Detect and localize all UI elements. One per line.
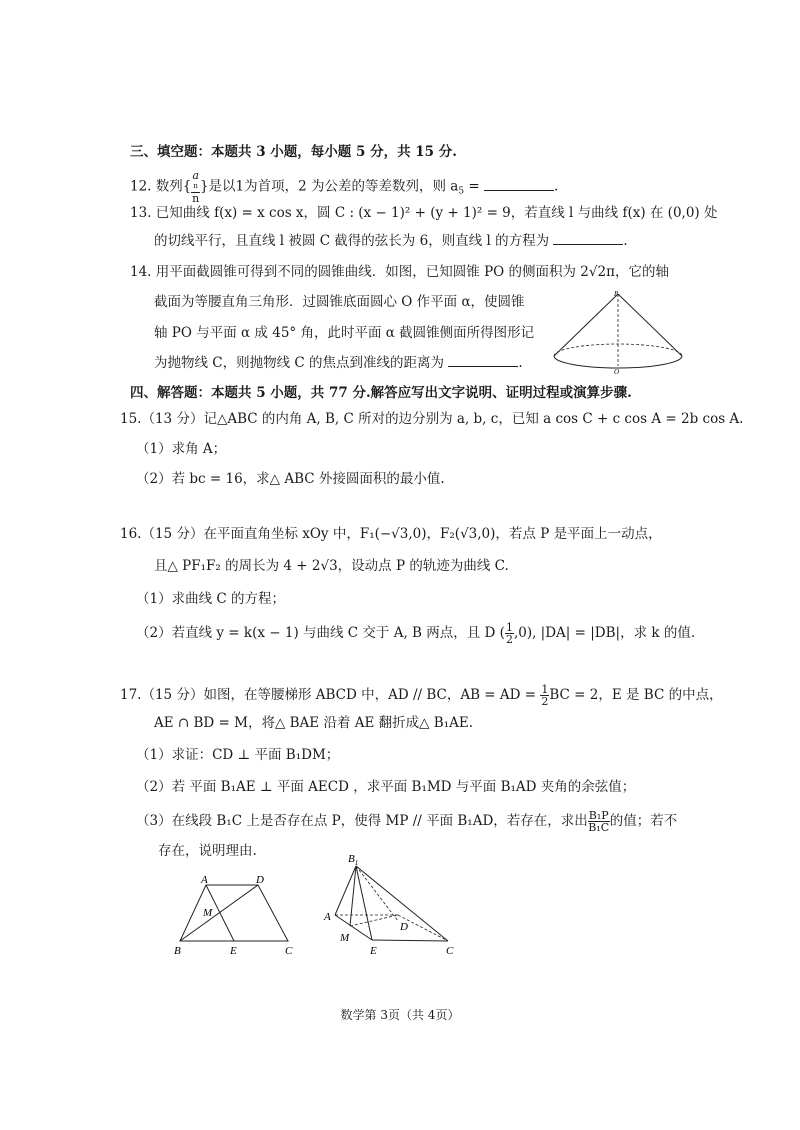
q13-end: .	[623, 233, 628, 249]
q13-line2: 的切线平行，且直线 l 被圆 C 截得的弦长为 6，则直线 l 的方程为	[154, 233, 550, 249]
question-14-line1	[130, 263, 669, 281]
q12-text: 数列{	[155, 178, 192, 195]
q12-text-b: }是以1为首项，2 为公差的等差数列，则 a	[199, 178, 459, 195]
q12-sub5: 5	[458, 186, 465, 197]
q15-line1: 15.（13 分）记△ABC 的内角 A, B, C 所对的边分别为 a, b, c，已知 a cos C + c cos A = 2b cos A.	[120, 411, 744, 427]
q12-frac-den: n	[192, 192, 200, 205]
fig1-label-M: M	[203, 907, 213, 919]
edge-EC	[372, 940, 448, 941]
q12-frac-num: a	[192, 169, 199, 182]
q14-end: .	[518, 355, 523, 371]
q17-part1: （1）求证：CD ⊥ 平面 B₁DM；	[136, 747, 340, 763]
q17-frac-den: 2	[541, 695, 549, 708]
fig1-label-C: C	[285, 945, 293, 957]
q14-line4-wrap	[154, 354, 523, 372]
q16-part1: （1）求曲线 C 的方程；	[136, 591, 286, 607]
trapezoid-figure	[170, 872, 300, 962]
cone-label-P: P	[614, 290, 619, 298]
q16-line1: 16.（15 分）在平面直角坐标 xOy 中，F₁(−√3,0)，F₂(√3,0)，若点 P 是平面上一动点，	[120, 526, 662, 542]
q17-line1-b: BC = 2，E 是 BC 的中点，	[549, 687, 723, 703]
q12-eq: =	[464, 178, 484, 195]
q17-part3-frac-num: B₁P	[588, 809, 609, 822]
fig2-label-C: C	[446, 945, 454, 957]
q17-line2: AE ∩ BD = M，将△ BAE 沿着 AE 翻折成△ B₁AE.	[154, 715, 474, 731]
question-13-line1	[130, 204, 717, 222]
q16-line2: 且△ PF₁F₂ 的周长为 4 + 2√3，设动点 P 的轨迹为曲线 C.	[154, 558, 509, 574]
fig2-label-E: E	[370, 945, 377, 957]
q17-part3-frac-den: B₁C	[588, 821, 610, 834]
q14-line3: 轴 PO 与平面 α 成 45° 角，此时平面 α 截圆锥侧面所得图形记	[154, 325, 535, 341]
q15-part1: （1）求角 A；	[136, 441, 227, 457]
edge-MD	[350, 915, 398, 926]
q17-line1-a: 17.（15 分）如图，在等腰梯形 ABCD 中，AD // BC，AB = AD =	[120, 687, 541, 703]
q16-fraction	[505, 622, 514, 645]
q13-line1: 已知曲线 f(x) = x cos x，圆 C : (x − 1)² + (y + 1)² = 9，若直线 l 与曲线 f(x) 在 (0,0) 处	[155, 205, 718, 221]
question-13-line2	[154, 232, 628, 250]
fig2-label-A: A	[324, 911, 331, 923]
trapezoid-outline	[180, 885, 288, 941]
q17-part3-b: 的值；若不	[609, 813, 678, 829]
q12-fraction	[191, 170, 200, 204]
q16-part2	[136, 622, 695, 645]
fig1-label-A: A	[201, 874, 208, 886]
q17-part3	[136, 810, 677, 833]
q16-frac-den: 2	[505, 633, 513, 646]
fig2-label-B1: $B_1$	[348, 853, 359, 867]
question-12	[130, 170, 558, 204]
q17-part3-a: （3）在线段 B₁C 上是否存在点 P，使得 MP // 平面 B₁AD，若存在，求出	[136, 813, 588, 829]
fig1-label-D: D	[256, 874, 264, 886]
q17-line1	[120, 684, 723, 707]
fig1-label-E: E	[230, 945, 237, 957]
cone-label-O: O	[614, 368, 620, 376]
cone-right-edge	[618, 294, 682, 356]
q12-number: 12.	[130, 178, 152, 195]
q14-number: 14.	[130, 264, 152, 280]
q17-frac-num: 1	[541, 683, 549, 696]
edge-B1A	[335, 866, 356, 915]
q15-part2: （2）若 bc = 16，求△ ABC 外接圆面积的最小值.	[136, 471, 445, 487]
fig1-label-B: B	[174, 945, 181, 957]
cone-figure	[548, 288, 688, 380]
fig2-label-D: D	[400, 921, 408, 933]
q16-part2-a: （2）若直线 y = k(x − 1) 与曲线 C 交于 A, B 两点，且 D (	[136, 625, 505, 641]
fig2-label-M: M	[340, 932, 350, 944]
q17-part2: （2）若 平面 B₁AE ⊥ 平面 AECD ，求平面 B₁MD 与平面 B₁AD 夹角的余弦值；	[136, 779, 636, 795]
q13-number: 13.	[130, 205, 152, 221]
q14-line1: 用平面截圆锥可得到不同的圆锥曲线．如图，已知圆锥 PO 的侧面积为 2√2π，它的轴	[155, 264, 669, 280]
pyramid-figure	[318, 848, 468, 962]
q17-part3-fraction	[588, 810, 610, 833]
q12-end: .	[553, 178, 559, 195]
q12-answer-blank[interactable]	[484, 178, 554, 191]
q17-part3-c: 存在，说明理由.	[158, 843, 257, 859]
q12-frac-num-sub: n	[193, 182, 198, 190]
section-4-header: 四、解答题：本题共 5 小题，共 77 分.解答应写出文字说明、证明过程或演算步骤.	[130, 385, 632, 401]
edge-B1M	[350, 866, 356, 926]
q16-frac-num: 1	[505, 621, 513, 634]
section-3-header: 三、填空题：本题共 3 小题，每小题 5 分，共 15 分.	[130, 144, 457, 160]
segment-BD	[180, 885, 258, 941]
page-footer: 数学第 3页（共 4页）	[340, 1008, 460, 1022]
cone-left-edge	[554, 294, 618, 356]
q14-answer-blank[interactable]	[448, 354, 518, 367]
q13-answer-blank[interactable]	[553, 232, 623, 245]
q14-line2: 截面为等腰直角三角形．过圆锥底面圆心 O 作平面 α，使圆锥	[154, 294, 525, 310]
q14-line4: 为抛物线 C，则抛物线 C 的焦点到准线的距离为	[154, 355, 445, 371]
q16-part2-b: ,0), |DA| = |DB|，求 k 的值.	[513, 625, 696, 641]
